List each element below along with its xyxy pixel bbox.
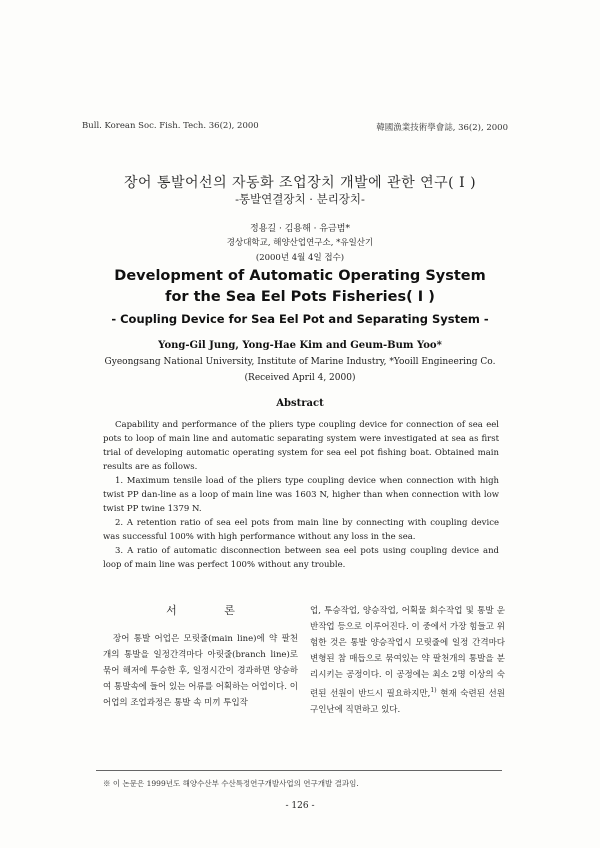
citation-marker: 1) [430,687,437,694]
intro-paragraph-right [310,603,505,718]
english-received-date: (Received April 4, 2000) [244,373,356,383]
footnote: ※ 이 논문은 1999년도 해양수산부 수산특정연구개발사업의 연구개발 결과임. [103,779,359,788]
journal-citation-left: Bull. Korean Soc. Fish. Tech. 36(2), 2000 [82,121,259,131]
korean-received-date: (2000년 4월 4일 접수) [255,253,345,263]
abstract-result-2: 2. A retention ratio of sea eel pots from main line by connecting with coupling device was successful 100% with high performance without any loss in the sea. [103,518,499,542]
korean-title: 장어 통발어선의 자동화 조업장치 개발에 관한 연구( I ) [123,175,477,191]
abstract-result-3: 3. A ratio of automatic disconnection between sea eel pots using coupling device and loop of main line was perfect 100% without any trouble. [103,546,499,570]
english-title-line1: Development of Automatic Operating System [114,268,486,284]
korean-affiliation: 경상대학교, 해양산업연구소, *유일산기 [226,238,374,248]
intro-paragraph-left: 장어 통발 어업은 모릿줄(main line)에 약 팔천 개의 통발을 일정간격마다 아릿줄(branch line)로 묶어 해저에 투승한 후, 일정시간이 경과하면 양승하여 통발속에 들어 있는 어류를 어획하는 어업이다. 이 어업의 조업과정은 통발 속 미끼 투입작 [103,634,298,708]
intro-paragraph-right-text: 업, 투승작업, 양승작업, 어획물 회수작업 및 통발 운반작업 등으로 이루어진다. 이 중에서 가장 힘들고 위험한 것은 통발 양승작업시 모릿줄에 일정 간격마다 변형된 참 매듭으로 묶여있는 약 팔천개의 통발을 분리시키는 공정이다. 이 공정에는 최소 2명 이상의 숙련된 선원이 반드시 필요하지만, [310,606,505,699]
abstract-heading: Abstract [276,398,324,409]
abstract-intro: Capability and performance of the pliers type coupling device for connection of sea eel pots to loop of main line and automatic separating system were investigated at sea as first trial of developing automatic operating system for sea eel pot fishing boat. Obtained main results are as follows. [103,420,499,472]
english-title-line2: for the Sea Eel Pots Fisheries( I ) [165,289,435,305]
page-number: - 126 - [285,801,315,811]
english-authors: Yong-Gil Jung, Yong-Hae Kim and Geum-Bum Yoo* [158,340,442,351]
abstract-result-1: 1. Maximum tensile load of the pliers type coupling device when connection with high twist PP dan-line as a loop of main line was 1603 N, higher than when connection with low twist PP twine 1379 N. [103,476,499,514]
korean-subtitle: -통발연결장치 · 분리장치- [235,192,365,206]
body-column-right [310,603,505,718]
english-subtitle: - Coupling Device for Sea Eel Pot and Separating System - [111,312,489,326]
footnote-divider [96,770,502,771]
section-heading-introduction: 서 론 [166,604,257,617]
english-affiliation: Gyeongsang National University, Institute of Marine Industry, *Yooill Engineering Co. [104,357,496,367]
abstract-body [103,418,499,572]
journal-citation-right: 韓國漁業技術學會誌, 36(2), 2000 [376,123,508,133]
korean-authors: 정용길 · 김용해 · 유금범* [250,224,350,234]
intro-paragraph-right-tail: 현재 숙련된 선원 구인난에 직면하고 있다. [310,688,505,715]
body-column-left [103,603,298,711]
